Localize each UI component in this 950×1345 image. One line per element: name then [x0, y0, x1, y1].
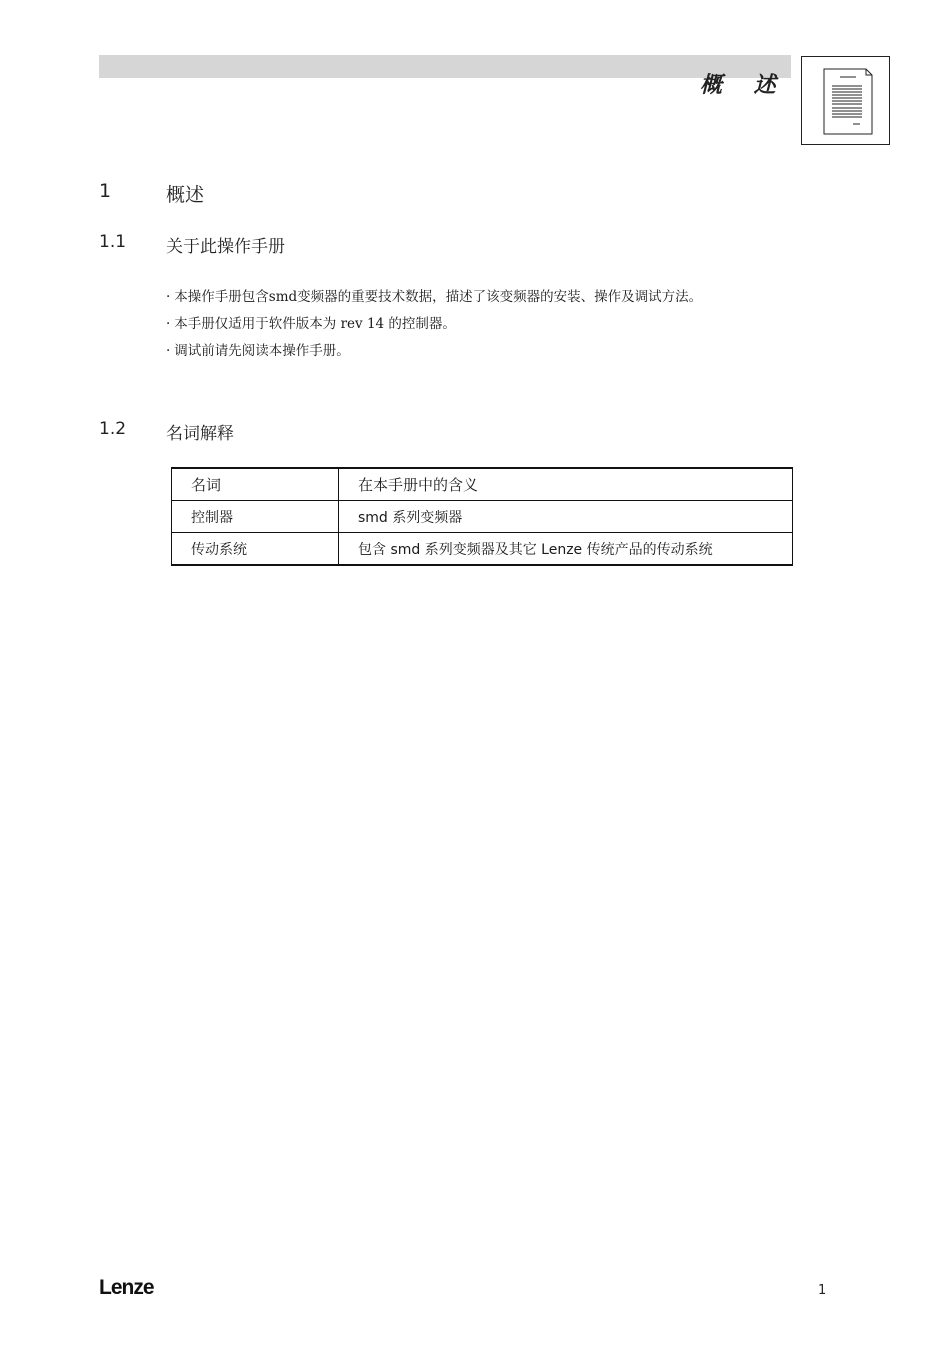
lenze-logo: Lenze	[99, 1276, 154, 1299]
page-number: 1	[818, 1283, 827, 1298]
table-header-row	[172, 468, 793, 501]
header-bar	[99, 55, 791, 78]
subsection-2-title: 名词解释	[166, 424, 234, 444]
subsection-1-title: 关于此操作手册	[166, 237, 285, 257]
section-title: 概述	[166, 184, 205, 206]
table-header-cell: 名词	[172, 468, 339, 501]
table-cell: 传动系统	[172, 533, 339, 566]
bullet-text: 本手册仅适用于软件版本为 rev 14 的控制器。	[174, 316, 456, 332]
list-item	[166, 284, 806, 311]
table-cell: 包含 smd 系列变频器及其它 Lenze 传统产品的传动系统	[339, 533, 793, 566]
bullet-dot: ·	[166, 289, 171, 305]
section-number: 1	[99, 180, 112, 202]
subsection-2-number: 1.2	[99, 419, 127, 439]
bullet-text: 本操作手册包含smd变频器的重要技术数据，描述了该变频器的安装、操作及调试方法。	[174, 289, 703, 305]
list-item	[166, 338, 806, 365]
bullet-list	[166, 284, 806, 365]
bullet-dot: ·	[166, 343, 171, 359]
table-row	[172, 501, 793, 533]
table-cell: 控制器	[172, 501, 339, 533]
list-item	[166, 311, 806, 338]
page-header-title: 概 述	[700, 72, 788, 98]
document-icon	[801, 56, 890, 145]
bullet-text: 调试前请先阅读本操作手册。	[174, 343, 350, 359]
terms-table	[171, 467, 793, 566]
bullet-dot: ·	[166, 316, 171, 332]
table-cell: smd 系列变频器	[339, 501, 793, 533]
subsection-1-number: 1.1	[99, 232, 127, 252]
table-header-cell: 在本手册中的含义	[339, 468, 793, 501]
table-row	[172, 533, 793, 566]
